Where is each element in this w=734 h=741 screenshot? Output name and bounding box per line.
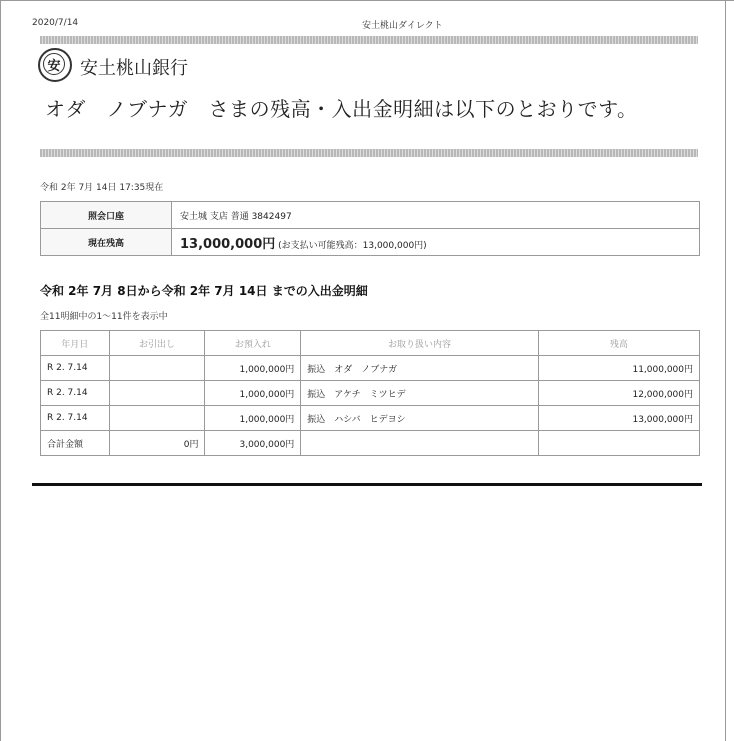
row-date: R 2. 7.14 xyxy=(41,356,110,381)
row-description: 振込 ハシバ ヒデヨシ xyxy=(301,406,538,431)
frame-line-right xyxy=(725,0,726,741)
account-label: 照会口座 xyxy=(41,202,172,229)
available-balance: (お支払い可能残高：13,000,000円) xyxy=(278,240,427,251)
total-row xyxy=(41,431,700,456)
current-balance: 13,000,000円 xyxy=(180,236,276,252)
statement-title: 令和 2年 7月 8日から令和 2年 7月 14日 までの入出金明細 xyxy=(40,284,368,298)
total-balance xyxy=(538,431,699,456)
row-withdrawal xyxy=(109,356,205,381)
col-header-withdrawal: お引出し xyxy=(109,331,205,356)
account-row xyxy=(41,202,700,229)
row-balance: 11,000,000円 xyxy=(538,356,699,381)
greeting-heading: オダ ノブナガ さまの残高・入出金明細は以下のとおりです。 xyxy=(45,97,638,121)
print-site-name: 安土桃山ダイレクト xyxy=(362,21,443,31)
row-deposit: 1,000,000円 xyxy=(205,381,301,406)
row-date: R 2. 7.14 xyxy=(41,406,110,431)
print-date: 2020/7/14 xyxy=(32,18,79,28)
bank-logo-char: 安 xyxy=(43,53,65,75)
row-balance: 12,000,000円 xyxy=(538,381,699,406)
account-info: 安土城 支店 普通 3842497 xyxy=(172,202,700,229)
as-of-timestamp: 令和 2年 7月 14日 17:35現在 xyxy=(40,183,164,193)
row-deposit: 1,000,000円 xyxy=(205,406,301,431)
col-header-deposit: お預入れ xyxy=(205,331,301,356)
statement-count: 全11明細中の1〜11件を表示中 xyxy=(40,312,168,322)
print-header xyxy=(32,18,702,32)
balance-row xyxy=(41,229,700,256)
section-divider-band xyxy=(40,149,698,157)
bottom-rule xyxy=(32,483,702,486)
balance-label: 現在残高 xyxy=(41,229,172,256)
col-header-date: 年月日 xyxy=(41,331,110,356)
table-row xyxy=(41,406,700,431)
balance-cell xyxy=(172,229,700,256)
bank-name: 安土桃山銀行 xyxy=(80,58,188,79)
table-header-row xyxy=(41,331,700,356)
row-balance: 13,000,000円 xyxy=(538,406,699,431)
col-header-description: お取り扱い内容 xyxy=(301,331,538,356)
row-withdrawal xyxy=(109,381,205,406)
total-withdrawal: 0円 xyxy=(109,431,205,456)
total-description xyxy=(301,431,538,456)
frame-line-top xyxy=(0,0,734,1)
col-header-balance: 残高 xyxy=(538,331,699,356)
row-deposit: 1,000,000円 xyxy=(205,356,301,381)
header-divider-band xyxy=(40,36,698,44)
table-row xyxy=(41,356,700,381)
row-date: R 2. 7.14 xyxy=(41,381,110,406)
table-row xyxy=(41,381,700,406)
frame-line-left xyxy=(0,0,1,741)
total-label: 合計金額 xyxy=(41,431,110,456)
row-withdrawal xyxy=(109,406,205,431)
bank-logo-icon xyxy=(38,48,72,82)
total-deposit: 3,000,000円 xyxy=(205,431,301,456)
account-summary-table xyxy=(40,201,700,256)
row-description: 振込 オダ ノブナガ xyxy=(301,356,538,381)
transactions-table xyxy=(40,330,700,456)
row-description: 振込 アケチ ミツヒデ xyxy=(301,381,538,406)
